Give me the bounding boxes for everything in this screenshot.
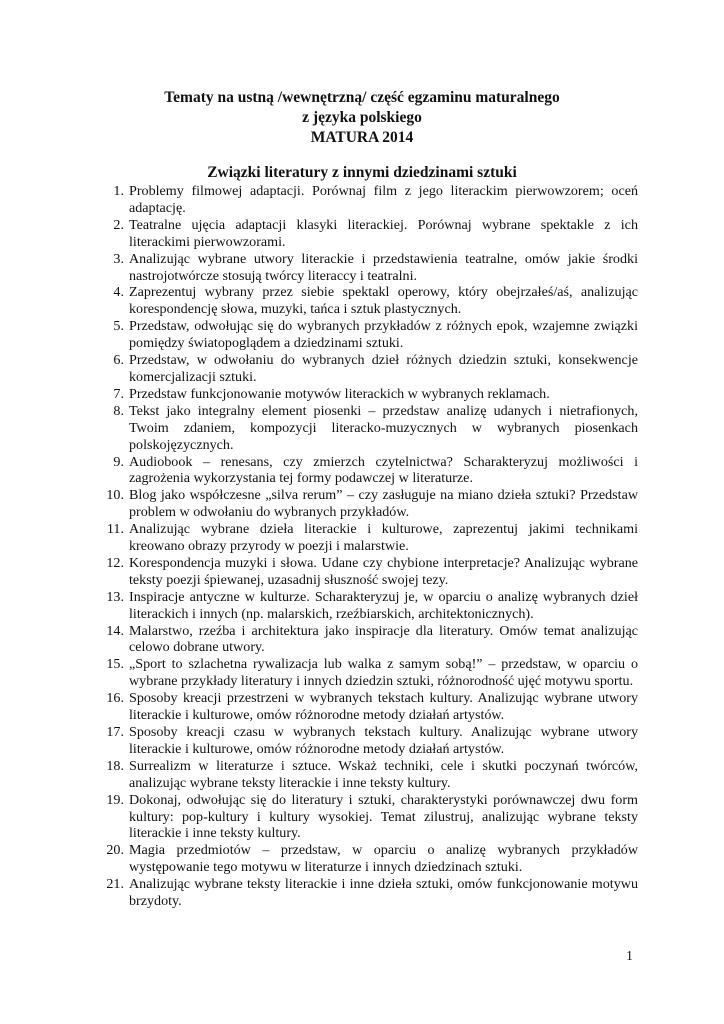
topic-number: 19. [106, 791, 124, 808]
topic-text: Korespondencja muzyki i słowa. Udane czy chybione interpretacje? Analizując wybrane teksty poezji śpiewanej, uzasadnij słuszność swojej tezy. [129, 554, 638, 588]
topic-text: Tekst jako integralny element piosenki – przedstaw analizę udanych i nietrafionych, Twoim zdaniem, kompozycji literacko-muzycznych w wybranych piosenkach polskojęzycznych. [129, 402, 638, 453]
topic-text: Problemy filmowej adaptacji. Porównaj film z jego literackim pierwowzorem; oceń adaptację. [129, 183, 638, 216]
topic-text: Audiobook – renesans, czy zmierzch czytelnictwa? Scharakteryzuj możliwości i zagrożenia wykorzystania tej formy podawczej w literaturze. [129, 453, 638, 487]
topic-number: 9. [113, 453, 124, 470]
topic-text: Przedstaw funkcjonowanie motywów literackich w wybranych reklamach. [129, 385, 550, 402]
topic-text: Magia przedmiotów – przedstaw, w oparciu o analizę wybranych przykładów występowanie tego motywu w literaturze i innych dziedzinach sztuki. [129, 842, 638, 876]
topic-item [96, 454, 638, 488]
topic-text: Dokonaj, odwołując się do literatury i sztuki, charakterystyki porównawczej dwu form kultury: pop-kultury i kultury wysokiej. Temat zilustruj, analizując wybrane teksty literackie i inne teksty kultury. [129, 791, 638, 842]
topic-item [96, 690, 638, 724]
topic-item [96, 318, 638, 352]
topic-number: 11. [106, 521, 124, 538]
topic-number: 15. [106, 656, 124, 673]
topic-number: 3. [113, 250, 124, 267]
topic-item [96, 656, 638, 690]
header-subject-line: z języka polskiego [302, 109, 422, 126]
topic-item [96, 758, 638, 792]
topic-number: 1. [113, 183, 124, 199]
topic-text: Teatralne ujęcia adaptacji klasyki literackiej. Porównaj wybrane spektakle z ich literackimi pierwowzorami. [129, 216, 638, 250]
header-title-line: Tematy na ustną /wewnętrzną/ część egzaminu maturalnego [164, 89, 560, 106]
topic-number: 14. [106, 622, 124, 639]
topic-number: 10. [106, 487, 124, 504]
topic-text: Analizując wybrane utwory literackie i przedstawienia teatralne, omów jakie środki nastrojotwórcze stosują twórcy literaccy i teatralni. [129, 250, 638, 284]
topic-number: 13. [106, 588, 124, 605]
topic-text: Analizując wybrane dzieła literackie i kulturowe, zaprezentuj jakimi technikami kreowano obrazy przyrody w poezji i malarstwie. [129, 521, 638, 555]
header-year-line: MATURA 2014 [310, 129, 414, 146]
section-title: Związki literatury z innymi dziedzinami sztuki [207, 164, 517, 181]
topic-item [96, 792, 638, 843]
topic-item [96, 217, 638, 251]
topic-item [96, 724, 638, 758]
topic-text: Zaprezentuj wybrany przez siebie spektakl operowy, który obejrzałeś/aś, analizując korespondencję słowa, muzyki, tańca i sztuk plastycznych. [129, 284, 638, 318]
topic-item [96, 589, 638, 623]
topic-number: 17. [106, 724, 124, 740]
topic-text: Sposoby kreacji czasu w wybranych tekstach kultury. Analizując wybrane utwory literackie i kulturowe, omów różnorodne metody działań artystów. [129, 724, 638, 757]
topic-number: 2. [113, 216, 124, 233]
topic-text: Analizując wybrane teksty literackie i inne dzieła sztuki, omów funkcjonowanie motywu brzydoty. [129, 876, 638, 910]
topic-text: Przedstaw, odwołując się do wybranych przykładów z różnych epok, wzajemne związki pomiędzy światopoglądem a dziedzinami sztuki. [129, 318, 638, 352]
topic-number: 6. [113, 352, 124, 369]
topic-text: Sposoby kreacji przestrzeni w wybranych tekstach kultury. Analizując wybrane utwory literackie i kulturowe, omów różnorodne metody działań artystów. [129, 690, 638, 724]
topic-item [96, 183, 638, 217]
topic-text: Blog jako współczesne „silva rerum” – czy zasługuje na miano dzieła sztuki? Przedstaw problem w odwołaniu do wybranych przykładów. [129, 487, 638, 521]
topic-item [96, 386, 638, 403]
topic-item [96, 555, 638, 589]
topic-item [96, 251, 638, 285]
topic-number: 4. [113, 284, 124, 301]
topic-item [96, 876, 638, 910]
topic-item [96, 623, 638, 657]
topic-text: Inspiracje antyczne w kulturze. Scharakteryzuj je, w oparciu o analizę wybranych dzieł literackich i innych (np. malarskich, rzeźbiarskich, architektonicznych). [129, 588, 638, 622]
topic-text: Malarstwo, rzeźba i architektura jako inspiracje dla literatury. Omów temat analizując celowo dobrane utwory. [129, 622, 638, 656]
topic-text: Przedstaw, w odwołaniu do wybranych dzieł różnych dziedzin sztuki, konsekwencje komercjalizacji sztuki. [129, 352, 638, 385]
topic-item [96, 487, 638, 521]
topic-item [96, 403, 638, 454]
topic-item [96, 842, 638, 876]
topics-list [96, 183, 638, 910]
topic-number: 5. [113, 318, 124, 335]
topic-number: 8. [113, 402, 124, 419]
page-number: 1 [626, 949, 633, 964]
topic-text: „Sport to szlachetna rywalizacja lub walka z samym sobą!” – przedstaw, w oparciu o wybrane przykłady literatury i innych dziedzin sztuki, różnorodność ujęć motywu sportu. [129, 656, 638, 690]
topic-text: Surrealizm w literaturze i sztuce. Wskaż techniki, cele i skutki poczynań twórców, analizując wybrane teksty literackie i inne teksty kultury. [129, 757, 638, 791]
topic-item [96, 521, 638, 555]
topic-number: 18. [106, 757, 124, 774]
topic-item [96, 352, 638, 386]
topic-number: 12. [106, 554, 124, 571]
document-header [0, 88, 724, 148]
topic-number: 21. [106, 876, 124, 893]
topic-number: 16. [106, 690, 124, 707]
topic-number: 20. [106, 842, 124, 859]
topic-item [96, 284, 638, 318]
topic-number: 7. [113, 385, 124, 402]
